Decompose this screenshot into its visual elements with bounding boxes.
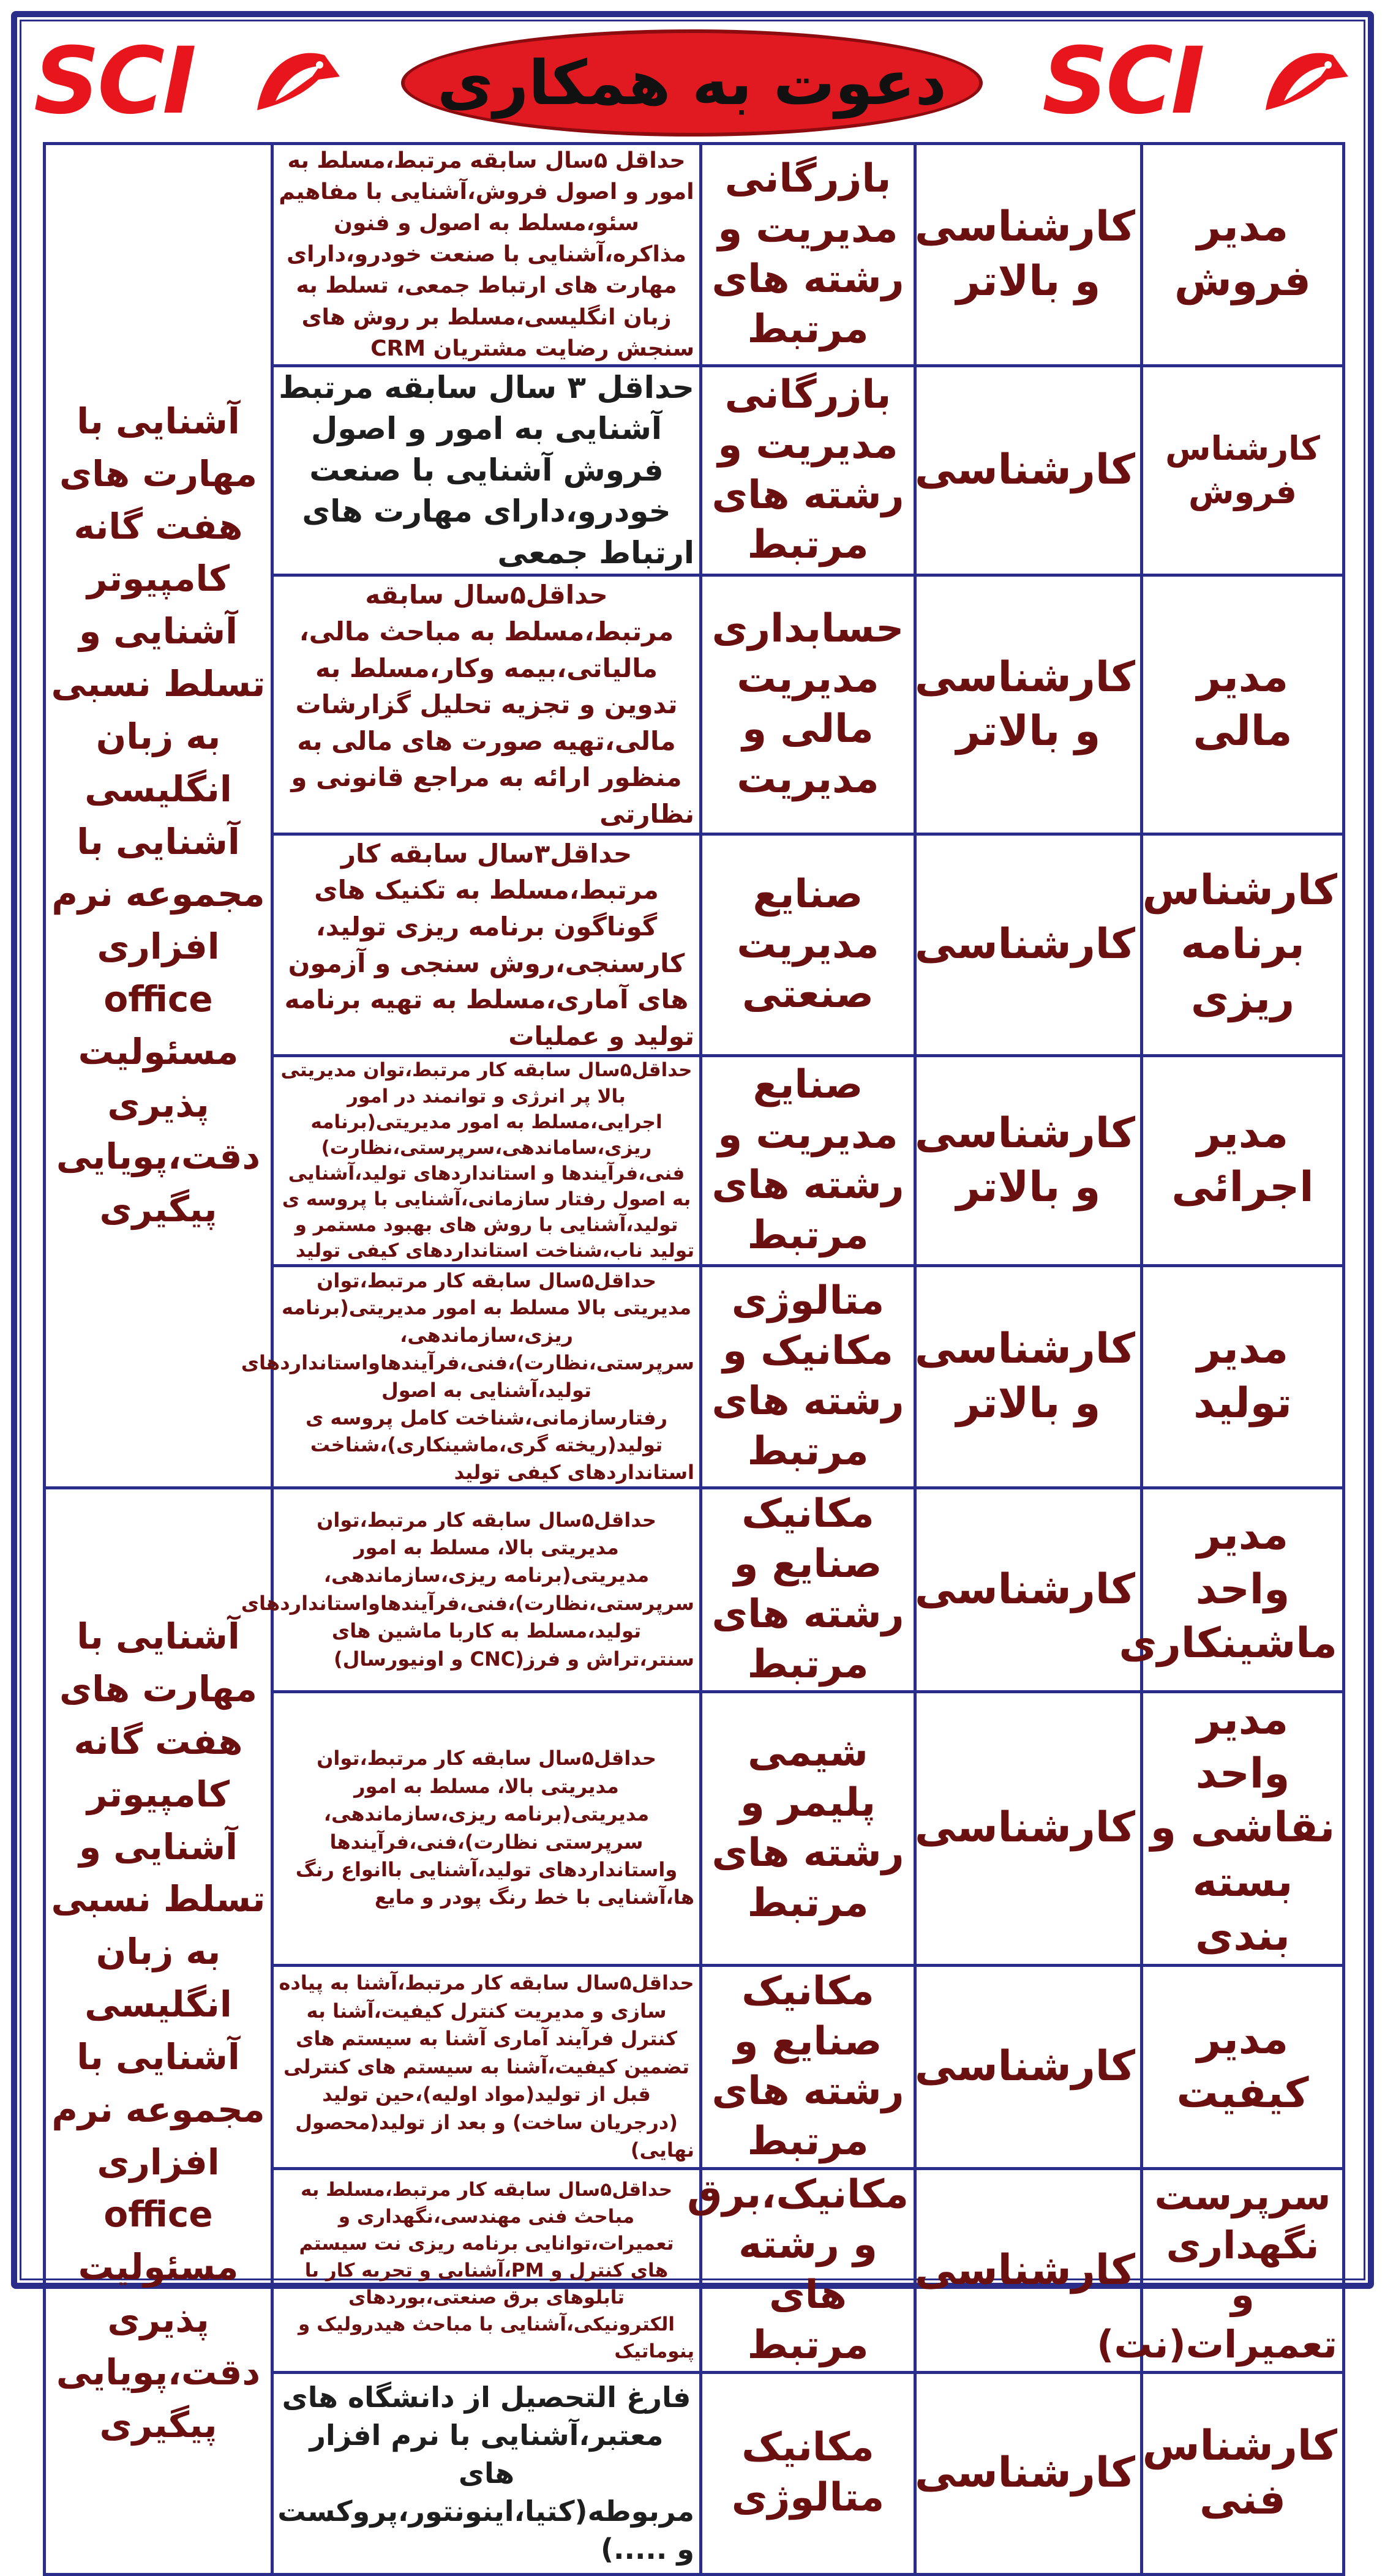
table-row (45, 144, 1344, 366)
degree-cell: کارشناسی (915, 834, 1142, 1056)
field-cell: مکانیک متالوژی (701, 2372, 915, 2574)
position-cell: کارشناس فنی (1142, 2372, 1344, 2574)
field-cell: صنایع مدیریت صنعتی (701, 834, 915, 1056)
degree-cell: کارشناسی (915, 1488, 1142, 1692)
field-cell: مکانیک صنایع و رشته های مرتبط (701, 1965, 915, 2169)
logo-text: SCI (1042, 28, 1203, 135)
requirements-cell: حداقل۵سال سابقه کار مرتبط،توان مدیریتی بالا مسلط به امور مدیریتی(برنامه ریزی،سازماندهی، سرپرستی،نظارت)،فنی،فرآیندهاواستانداردهای تولید،آشنایی به اصول رفتارسازمانی،شناخت کامل پروسه ی تولید(ریخته گری،ماشینکاری)،شناخت استانداردهای کیفی تولید (272, 1265, 701, 1488)
logo-left (34, 28, 343, 135)
field-cell: صنایع مدیریت و رشته های مرتبط (701, 1056, 915, 1265)
field-cell: شیمی پلیمر و رشته های مرتبط (701, 1691, 915, 1965)
requirements-cell: حداقل۳سال سابقه کار مرتبط،مسلط به تکنیک های گوناگون برنامه ریزی تولید، کارسنجی،روش سنجی و آزمون های آماری،مسلط به تهیه برنامه تولید و عملیات (272, 834, 701, 1056)
page-title: دعوت به همکاری (437, 47, 947, 119)
skills-cell: آشنایی با مهارت های هفت گانه کامپیوتر آشنایی و تسلط نسبی به زبان انگلیسی آشنایی با مجموعه نرم افزاری office مسئولیت پذیری دقت،پویایی پیگیری (45, 1488, 272, 2575)
degree-cell: کارشناسی (915, 2169, 1142, 2373)
position-cell: مدیر واحد نقاشی و بسته بندی (1142, 1691, 1344, 1965)
degree-cell: کارشناسی و بالاتر (915, 144, 1142, 366)
degree-cell: کارشناسی (915, 1965, 1142, 2169)
position-cell: مدیر اجرائی (1142, 1056, 1344, 1265)
degree-cell: کارشناسی و بالاتر (915, 1056, 1142, 1265)
requirements-cell: حداقل۵سال سابقه کار مرتبط،توان مدیریتی بالا پر انرژی و توانمند در امور اجرایی،مسلط به امور مدیریتی(برنامه ریزی،ساماندهی،سرپرستی،نظارت) فنی،فرآیندها و استانداردهای تولید،آشنایی به اصول رفتار سازمانی،آشنایی با پروسه ی تولید،آشنایی با روش های بهبود مستمر و تولید ناب،شناخت استانداردهای کیفی تولید (272, 1056, 701, 1265)
requirements-cell: حداقل ۳ سال سابقه مرتبط آشنایی به امور و اصول فروش آشنایی با صنعت خودرو،دارای مهارت های ارتباط جمعی (272, 365, 701, 575)
position-cell: مدیر کیفیت (1142, 1965, 1344, 2169)
position-cell: سرپرست نگهداری و تعمیرات(نت) (1142, 2169, 1344, 2373)
requirements-cell: حداقل۵سال سابقه کار مرتبط،توان مدیریتی بالا، مسلط به امور مدیریتی(برنامه ریزی،سازماندهی، سرپرستی نظارت)،فنی،فرآیندها واستانداردهای تولید،آشنایی باانواع رنگ ها،آشنایی با خط رنگ پودر و مایع (272, 1691, 701, 1965)
job-table (43, 142, 1345, 2576)
position-cell: مدیر فروش (1142, 144, 1344, 366)
bird-logo-icon (251, 43, 343, 116)
degree-cell: کارشناسی و بالاتر (915, 1265, 1142, 1488)
requirements-cell: حداقل۵سال سابقه مرتبط،مسلط به مباحث مالی، مالیاتی،بیمه وکار،مسلط به تدوین و تجزیه تحلیل گزارشات مالی،تهیه صورت های مالی به منظور ارائه به مراجع قانونی و نظارتی (272, 575, 701, 834)
field-cell: بازرگانی مدیریت و رشته های مرتبط (701, 365, 915, 575)
position-cell: مدیر واحد ماشینکاری (1142, 1488, 1344, 1692)
field-cell: متالوژی مکانیک و رشته های مرتبط (701, 1265, 915, 1488)
degree-cell: کارشناسی و بالاتر (915, 575, 1142, 834)
skills-cell: آشنایی با مهارت های هفت گانه کامپیوتر آشنایی و تسلط نسبی به زبان انگلیسی آشنایی با مجموعه نرم افزاری office مسئولیت پذیری دقت،پویایی پیگیری (45, 144, 272, 1488)
requirements-cell: حداقل۵سال سابقه کار مرتبط،مسلط به مباحث فنی مهندسی،نگهداری و تعمیرات،توانایی برنامه ریزی نت سیستم های کنترل و PM،آشنایی و تجربه کار با تابلوهای برق صنعتی،بوردهای الکترونیکی،آشنایی با مباحث هیدرولیک و پنوماتیک (272, 2169, 701, 2373)
position-cell: کارشناس فروش (1142, 365, 1344, 575)
bird-logo-icon (1259, 43, 1351, 116)
degree-cell: کارشناسی (915, 365, 1142, 575)
field-cell: مکانیک،برق و رشته های مرتبط (701, 2169, 915, 2373)
requirements-cell: حداقل۵سال سابقه کار مرتبط،توان مدیریتی بالا، مسلط به امور مدیریتی(برنامه ریزی،سازماندهی، سرپرستی،نظارت)،فنی،فرآیندهاواستانداردهای تولید،مسلط به کاربا ماشین های سنتر،تراش و فرز(CNC و اونیورسال) (272, 1488, 701, 1692)
title-banner (401, 29, 983, 137)
position-cell: مدیر تولید (1142, 1265, 1344, 1488)
degree-cell: کارشناسی (915, 2372, 1142, 2574)
logo-right (1042, 28, 1351, 135)
requirements-cell: حداقل۵سال سابقه کار مرتبط،آشنا به پیاده سازی و مدیریت کنترل کیفیت،آشنا به کنترل فرآیند آماری آشنا به سیستم های تضمین کیفیت،آشنا به سیستم های کنترلی قبل از تولید(مواد اولیه)،حین تولید (درجریان ساخت) و بعد از تولید(محصول نهایی) (272, 1965, 701, 2169)
requirements-cell: فارغ التحصیل از دانشگاه های معتبر،آشنایی با نرم افزار های مربوطه(کتیا،اینونتور،پروکست و .....) (272, 2372, 701, 2574)
position-cell: کارشناس برنامه ریزی (1142, 834, 1344, 1056)
logo-text: SCI (34, 28, 194, 135)
field-cell: مکانیک صنایع و رشته های مرتبط (701, 1488, 915, 1692)
field-cell: حسابداری مدیریت مالی و مدیریت (701, 575, 915, 834)
field-cell: بازرگانی مدیریت و رشته های مرتبط (701, 144, 915, 366)
requirements-cell: حداقل ۵سال سابقه مرتبط،مسلط به امور و اصول فروش،آشنایی با مفاهیم سئو،مسلط به اصول و فنون مذاکره،آشنایی با صنعت خودرو،دارای مهارت های ارتباط جمعی، تسلط به زبان انگلیسی،مسلط بر روش های سنجش رضایت مشتریان CRM (272, 144, 701, 366)
position-cell: مدیر مالی (1142, 575, 1344, 834)
degree-cell: کارشناسی (915, 1691, 1142, 1965)
table-row (45, 1488, 1344, 1692)
